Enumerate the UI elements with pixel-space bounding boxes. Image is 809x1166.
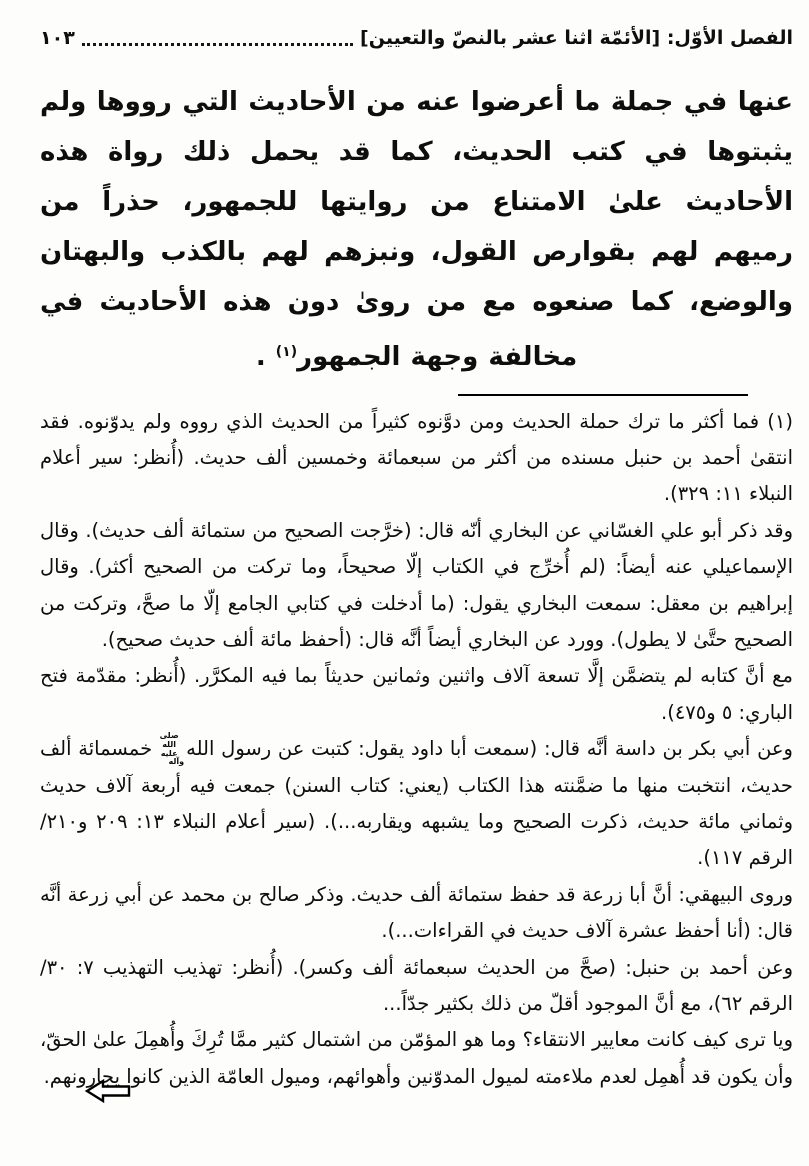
footnote-block [40,404,793,1096]
page-number: ١٠٣ [40,27,75,49]
footnote-para-4-before: وعن أبي بكر بن داسة أنَّه قال: (سمعت أبا داود يقول: كتبت عن رسول الله [186,737,793,761]
footnote-para-2: وقد ذكر أبو علي الغسّاني عن البخاري أنّه قال: (خرَّجت الصحيح من ستمائة ألف حديث). وقال الإسماعيلي عنه أيضاً: (لم أُخرِّج في الكتاب إلّا صحيحاً، وما تركت من الصحيح أكثر). وقال إبراهيم بن معقل: سمعت البخاري يقول: (ما أدخلت في كتابي الجامع إلّا ما صحَّ، وتركت من الصحيح حتَّىٰ لا يطول). وورد عن البخاري أيضاً أنَّه قال: (أحفظ مائة ألف حديث صحيح). [40,518,793,651]
footnote-para-5: وروى البيهقي: أنَّ أبا زرعة قد حفظ ستمائة ألف حديث. وذكر صالح بن محمد عن أبي زرعة أنَّه قال: (أنا أحفظ عشرة آلاف حديث في القراءات...). [40,882,793,943]
footnote-separator-rule [458,394,748,396]
body-paragraph-text: عنها في جملة ما أعرضوا عنه من الأحاديث التي رووها ولم يثبتوها في كتب الحديث، كما قد يحمل ذلك رواة هذه الأحاديث علىٰ الامتناع من روايتها للجمهور، حذراً من رميهم لهم بقوارص القول، ونبزهم لهم بالكذب والبهتان والوضع، كما صنعوه مع من روىٰ دون هذه الأحاديث في مخالفة وجهة الجمهور [40,86,793,372]
footnote-para-1: (١) فما أكثر ما ترك حملة الحديث ومن دوَّنوه كثيراً من الحديث الذي رووه ولم يدوّنوه. فقد انتقىٰ أحمد بن حنبل مسنده من أكثر من سبعمائة وخمسين ألف حديث. (أُنظر: سير أعلام النبلاء ١١: ٣٢٩). [40,409,793,506]
footnote-continuation-arrow-icon [84,1078,132,1104]
footnote-para-4-after: خمسمائة ألف حديث، انتخبت منها ما ضمَّنته هذا الكتاب (يعني: كتاب السنن) جمعت فيه أربعة آلاف حديث وثماني مائة حديث، ذكرت الصحيح وما يشبهه ويقاربه...). (سير أعلام النبلاء ١٣: ٢٠٩ و٢١٠/ الرقم ١١٧). [40,737,793,870]
chapter-title: الفصل الأوّل: [الأئمّة اثنا عشر بالنصّ والتعيين] [360,27,793,49]
body-paragraph [40,77,793,382]
footnote-para-4 [40,731,793,877]
body-paragraph-closing: . [255,341,276,372]
dots-leader [82,43,353,46]
footnote-para-6: وعن أحمد بن حنبل: (صحَّ من الحديث سبعمائة ألف وكسر). (أُنظر: تهذيب التهذيب ٧: ٣٠/ الرقم ٦٢)، مع أنَّ الموجود أقلّ من ذلك بكثير جدّاً... [40,955,793,1015]
page-header [40,24,793,53]
footnote-ref-marker: (١) [275,343,298,360]
footnote-para-3: مع أنَّ كتابه لم يتضمَّن إلَّا تسعة آلاف واثنين وثمانين حديثاً بما فيه المكرَّر. (أُنظر: مقدّمة فتح الباري: ٥ و٤٧٥). [40,664,793,724]
prophet-honorific-symbol: صلى الله عليه وآله [159,731,185,767]
footnote-para-7: ويا ترى كيف كانت معايير الانتقاء؟ وما هو المؤمّن من اشتمال كثير ممَّا تُرِكَ وأُهمِلَ علىٰ الحقّ، وأن يكون قد أُهمِل لعدم ملاءمته لميول المدوّنين وأهوائهم، وميول العامّة الذين كانوا يجارونهم. [40,1028,793,1088]
